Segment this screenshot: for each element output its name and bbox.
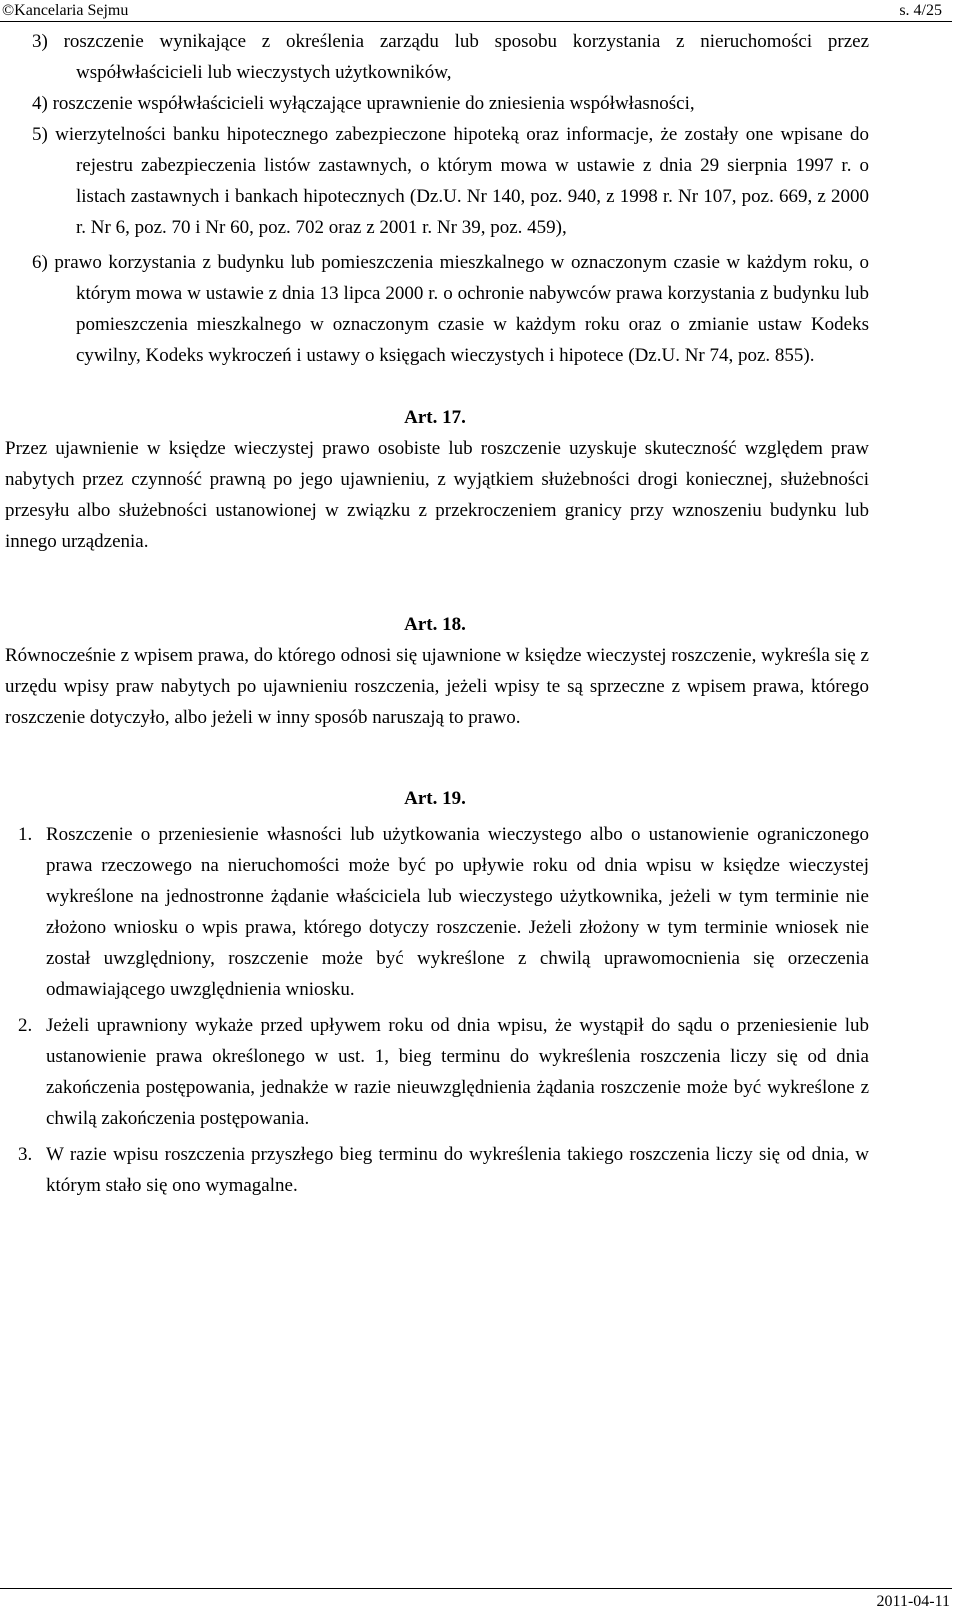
list-item-6: 6) prawo korzystania z budynku lub pomieszczenia mieszkalnego w oznaczonym czasie w każdym roku, o którym mowa w ustawie z dnia 13 lipca 2000 r. o ochronie nabywców prawa korzystania z budynku lub pomieszczenia mieszkalnego w oznaczonym czasie w każdym roku oraz o zmianie ustaw Kodeks cywilny, Kodeks wykroczeń i ustawy o księgach wieczystych i hipotece (Dz.U. Nr 74, poz. 855). [32,252,869,366]
article-18-title: Art. 18. [404,614,466,635]
point-text: W razie wpisu roszczenia przyszłego bieg terminu do wykreślenia takiego roszczenia liczy się od dnia, w którym stało się ono wymagalne. [46,1144,869,1196]
article-19-point-3 [0,1139,869,1201]
article-19-title: Art. 19. [404,788,466,809]
article-19-point-1 [0,819,869,1005]
point-number: 3. [18,1144,33,1165]
page-header [0,0,952,22]
point-number: 2. [18,1015,33,1036]
footer-rule [0,1588,952,1589]
article-17-text: Przez ujawnienie w księdze wieczystej prawo osobiste lub roszczenie uzyskuje skuteczność względem praw nabytych przez czynność prawną po jego ujawnieniu, z wyjątkiem służebności drogi koniecznej, służebności przesyłu albo służebności ustanowionej w związku z przekroczeniem granicy przy wznoszeniu budynku lub innego urządzenia. [5,438,869,552]
list-item-5: 5) wierzytelności banku hipotecznego zabezpieczone hipoteką oraz informacje, że zostały one wpisane do rejestru zabezpieczenia listów zastawnych, o którym mowa w ustawie z dnia 29 sierpnia 1997 r. o listach zastawnych i bankach hipotecznych (Dz.U. Nr 140, poz. 940, z 1998 r. Nr 107, poz. 669, z 2000 r. Nr 6, poz. 70 i Nr 60, poz. 702 oraz z 2001 r. Nr 39, poz. 459), [32,124,869,238]
point-text: Jeżeli uprawniony wykaże przed upływem roku od dnia wpisu, że wystąpił do sądu o przeniesienie lub ustanowienie prawa określonego w ust. 1, bieg terminu do wykreślenia roszczenia liczy się od dnia zakończenia postępowania, jednakże w razie nieuwzględnienia żądania roszczenie może być wykreślone z chwilą zakończenia postępowania. [46,1015,869,1129]
footer-date: 2011-04-11 [876,1593,950,1610]
list-item-4: 4) roszczenie współwłaścicieli wyłączające uprawnienie do zniesienia współwłasności, [32,93,695,114]
list-item-3: 3) roszczenie wynikające z określenia zarządu lub sposobu korzystania z nieruchomości przez współwłaścicieli lub wieczystych użytkowników, [32,31,869,83]
point-number: 1. [18,824,33,845]
article-18-text: Równocześnie z wpisem prawa, do którego odnosi się ujawnione w księdze wieczystej roszczenie, wykreśla się z urzędu wpisy praw nabytych po ujawnieniu roszczenia, jeżeli wpisy te są sprzeczne z wpisem prawa, którego roszczenie dotyczyło, albo jeżeli w inny sposób naruszają to prawo. [5,645,869,728]
document-body [0,26,960,1201]
article-17-title: Art. 17. [404,407,466,428]
header-rule [0,21,952,22]
point-text: Roszczenie o przeniesienie własności lub użytkowania wieczystego albo o ustanowienie ograniczonego prawa rzeczowego na nieruchomości może być po upływie roku od dnia wpisu w księdze wieczystej wykreślone na jednostronne żądanie właściciela lub wieczystego użytkownika, jeżeli w tym terminie nie złożono wniosku o wpis prawa, którego dotyczy roszczenie. Jeżeli złożony w tym terminie wniosek nie został uwzględniony, roszczenie może być wykreślone z chwilą uprawomocnienia się orzeczenia odmawiającego uwzględnienia wniosku. [46,824,869,1000]
header-publisher: ©Kancelaria Sejmu [2,2,129,19]
article-19-point-2 [0,1010,869,1134]
header-page-number: s. 4/25 [899,2,942,19]
